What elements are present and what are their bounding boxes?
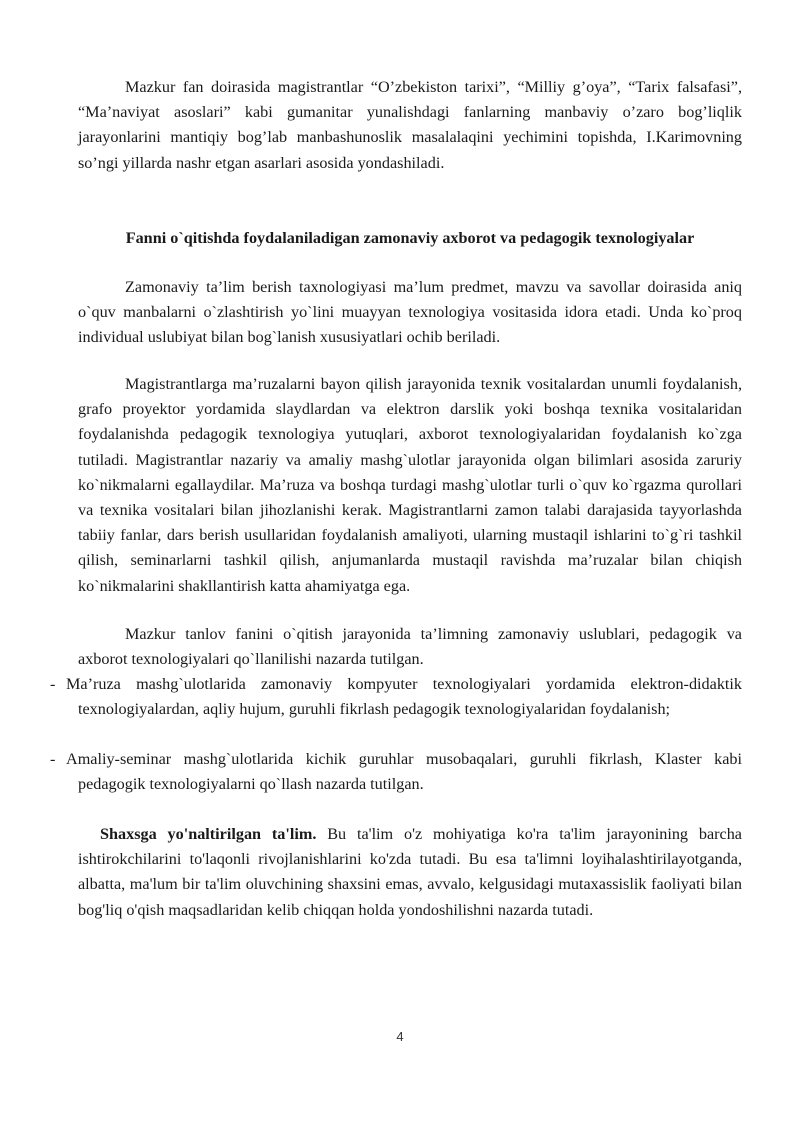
paragraph-lectures: Magistrantlarga ma’ruzalarni bayon qilish jarayonida texnik vositalardan unumli foydalanish, grafo proyektor yordamida slaydlardan va elektron darslik yoki boshqa texnika vositalaridan foydalanishda pedagogik texnologiya yutuqlari, axborot texnologiyalaridan foydalanish ko`zga tutiladi. Magistrantlar nazariy va amaliy mashg`ulotlar jarayonida olgan bilimlari asosida zaruriy ko`nikmalarni egallaydilar. Ma’ruza va boshqa turdagi mashg`ulotlar turli o`quv ko`rgazma qurollari va texnika vositalari bilan jihozlanishi kerak. Magistrantlarni zamon talabi darajasida tayyorlashda tabiiy fanlar, dars berish usullaridan foydalanish amaliyoti, ularning mustaqil ishlarini to`g`ri tashkil qilish, seminarlarni tashkil qilish, anjumanlarda mustaqil ravishda ma’ruzalar bilan chiqish ko`nikmalarini shakllantirish katta ahamiyatga ega. — [78, 375, 742, 595]
page-number: 4 — [396, 1029, 404, 1044]
paragraph-personal-education — [78, 822, 742, 923]
list-dash: - — [50, 675, 56, 693]
paragraph-modern-education: Zamonaviy ta’lim berish taxnologiyasi ma’lum predmet, mavzu va savollar doirasida aniq o`quv manbalarni o`zlashtirish yo`lini muayyan texnologiya vositasida idora etadi. Unda ko`proq individual uslubiyat bilan bog`lanish xususiyatlari ochib beriladi. — [78, 278, 742, 347]
paragraph-body: Bu ta'lim o'z mohiyatiga ko'ra ta'lim jarayonining barcha ishtirokchilarini to'laqonli rivojlanishlarini ko'zda tutadi. Bu esa ta'limni loyihalashtirilayotganda, albatta, ma'lum bir ta'lim oluvchining shaxsini emas, avvalo, kelgusidagi mutaxassislik faoliyati bilan bog'liq o'qish maqsadlaridan kelib chiqqan holda yondoshilishni nazarda tutadi. — [78, 825, 742, 919]
list-item-text: Ma’ruza mashg`ulotlarida zamonaviy kompyuter texnologiyalari yordamida elektron-didaktik texnologiyalardan, aqliy hujum, guruhli fikrlash pedagogik texnologiyalaridan foydalanish; — [66, 675, 742, 719]
list-dash: - — [50, 750, 56, 768]
paragraph-lead: Shaxsga yo'naltirilgan ta'lim. — [100, 825, 317, 843]
list-item — [50, 747, 742, 797]
list-item-text: Amaliy-seminar mashg`ulotlarida kichik guruhlar musobaqalari, guruhli fikrlash, Klaster kabi pedagogik texnologiyalarni qo`llash nazarda tutilgan. — [66, 750, 742, 794]
paragraph-course-methods: Mazkur tanlov fanini o`qitish jarayonida ta’limning zamonaviy uslublari, pedagogik va axborot texnologiyalari qo`llanilishi nazarda tutilgan. — [78, 625, 742, 669]
paragraph-intro: Mazkur fan doirasida magistrantlar “O’zbekiston tarixi”, “Milliy g’oya”, “Tarix falsafasi”, “Ma’naviyat asoslari” kabi gumanitar yunalishdagi fanlarning manbaviy o’zaro bog’liqlik jarayonlarini mantiqiy bog’lab manbashunoslik masalalaqini yechimini topishda, I.Karimovning so’ngi yillarda nashr etgan asarlari asosida yondashiladi. — [78, 78, 742, 172]
section-heading: Fanni o`qitishda foydalaniladigan zamonaviy axborot va pedagogik texnologiyalar — [125, 229, 695, 247]
list-item — [50, 672, 742, 722]
